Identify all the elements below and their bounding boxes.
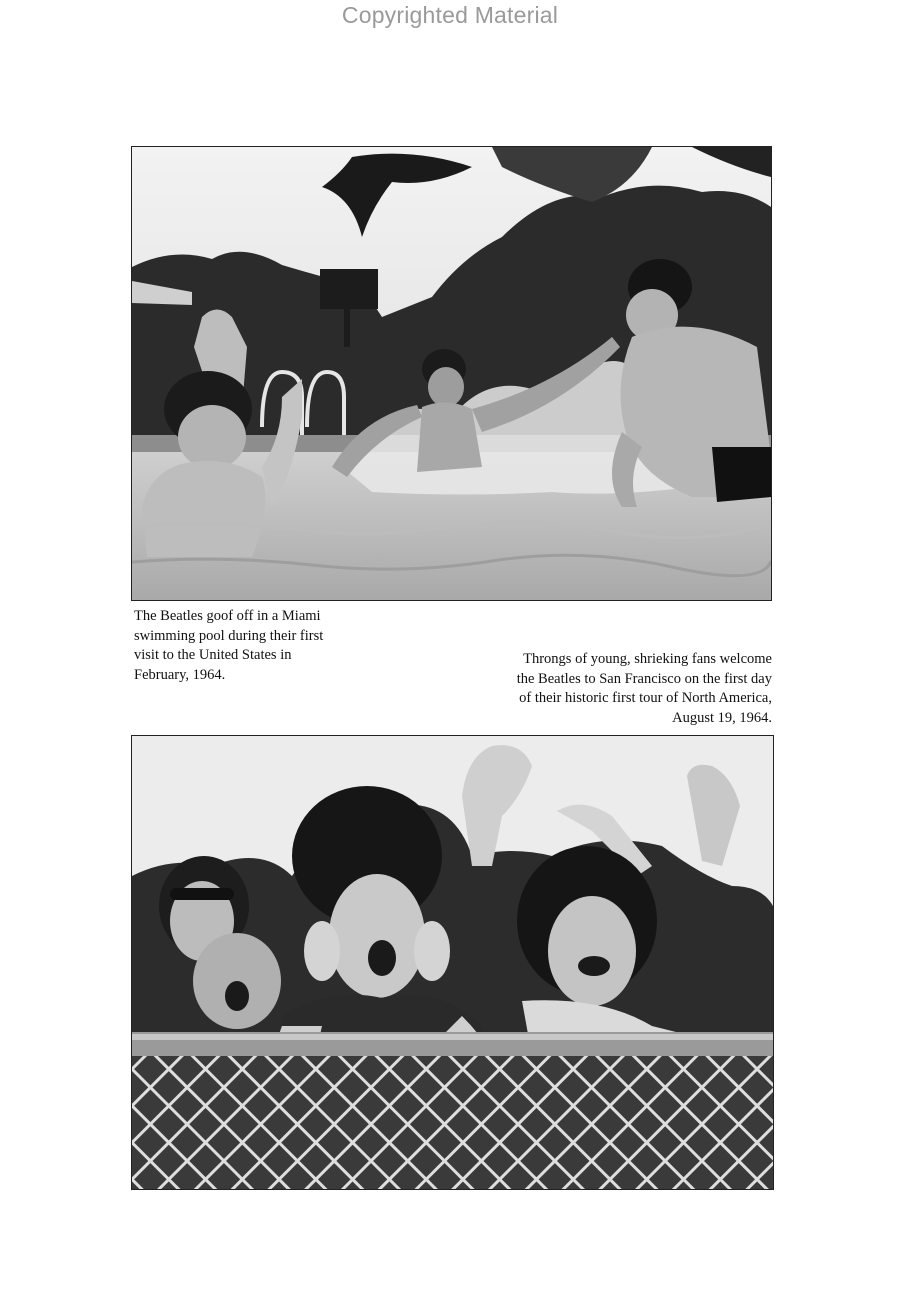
caption-fans-line: the Beatles to San Francisco on the first day [516,670,772,687]
copyright-watermark: Copyrighted Material [341,2,559,28]
caption-pool-line: The Beatles goof off in a Miami [134,608,321,624]
caption-fans [440,650,772,728]
caption-pool [134,607,379,685]
caption-pool-line: swimming pool during their first [134,627,324,644]
caption-fans-line: Throngs of young, shrieking fans welcome [523,651,772,667]
photo-fans-fence [131,735,774,1190]
caption-pool-line: visit to the United States in [134,647,292,663]
caption-fans-line: of their historic first tour of North America, [519,690,772,706]
caption-fans-line: August 19, 1964. [672,709,772,726]
caption-pool-line: February, 1964. [134,666,226,683]
photo-beatles-pool [131,146,772,601]
